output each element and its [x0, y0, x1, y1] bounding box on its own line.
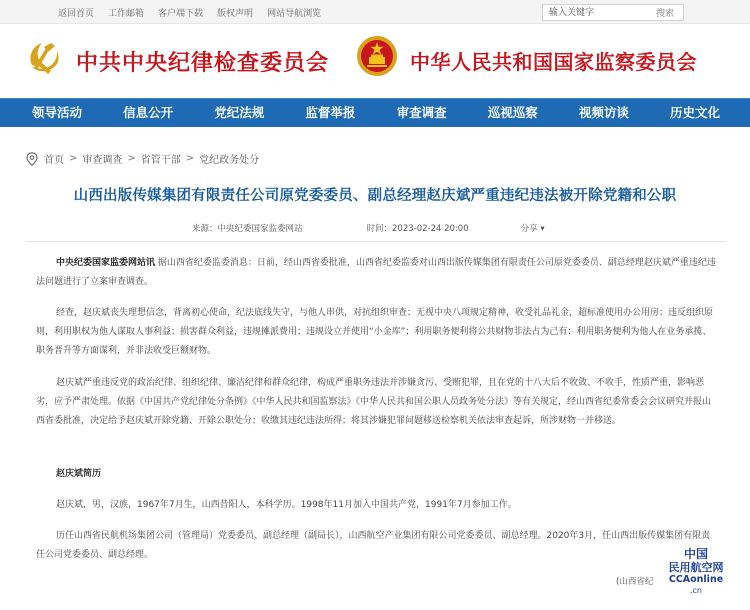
breadcrumb: [26, 151, 259, 166]
search-box: [542, 4, 684, 21]
article-source: 来源：中央纪委国家监委网站: [192, 224, 303, 234]
footer-source-note: (山西省纪: [616, 577, 654, 587]
nav-item-history[interactable]: 历史文化: [669, 105, 720, 120]
nav-item-inspection[interactable]: 巡视巡察: [487, 105, 538, 120]
article-title: 山西出版传媒集团有限责任公司原党委委员、副总经理赵庆斌严重违纪违法被开除党籍和公职: [73, 188, 677, 204]
article-paragraph-resume-2: 历任山西省民航机场集团公司（管理局）党委委员、副总经理（副局长），山西航空产业集团有限公司党委委员、副总经理。2020年3月，任山西出版传媒集团有限责任公司党委委员、副总经理。: [36, 531, 711, 560]
article-meta: [192, 222, 545, 234]
breadcrumb-separator: >: [127, 153, 136, 164]
share-dropdown[interactable]: 分享 ▾: [520, 224, 545, 234]
top-link-client-download[interactable]: 客户端下载: [158, 9, 204, 19]
breadcrumb-investigation[interactable]: 审查调查: [82, 155, 123, 166]
watermark-line-1: 中国: [683, 547, 708, 561]
article-paragraph-2: 经查，赵庆斌丧失理想信念，背离初心使命，纪法底线失守，与他人串供，对抗组织审查；无视中央八项规定精神，收受礼品礼金，超标准使用办公用房；违反组织原则，利用职权为他人谋取人事利益；损害群众利益，违规摊派费用；违规设立并使用“小金库”；利用职务便利将公共财物非法占为己有；利用职务便利为他人在业务承揽、职务晋升等方面谋利，并非法收受巨额财物。: [36, 308, 714, 356]
watermark-logo: [651, 548, 741, 596]
nsc-title[interactable]: 中华人民共和国国家监察委员会: [410, 50, 697, 74]
breadcrumb-home[interactable]: 首页: [44, 155, 64, 166]
cpc-ccdi-title[interactable]: 中共中央纪律检查委员会: [76, 50, 330, 76]
watermark-line-2: 民用航空网: [668, 561, 724, 574]
title-divider: [26, 241, 726, 242]
search-input[interactable]: [543, 5, 647, 20]
top-link-home[interactable]: 返回首页: [58, 9, 95, 19]
nav-item-video[interactable]: 视频访谈: [578, 105, 629, 120]
location-pin-icon: [26, 152, 38, 166]
resume-heading: 赵庆斌简历: [56, 469, 102, 479]
watermark-line-4: .cn: [689, 586, 702, 595]
nav-item-regulations[interactable]: 党纪法规: [214, 105, 265, 120]
party-emblem-icon[interactable]: [24, 37, 64, 77]
main-nav: [0, 98, 750, 127]
nav-item-investigation[interactable]: 审查调查: [396, 105, 447, 120]
top-link-copyright[interactable]: 版权声明: [217, 9, 254, 19]
paragraph-1-text: 据山西省纪委监委消息：日前，经山西省委批准，山西省纪委监委对山西出版传媒集团有限责任公司原党委委员、副总经理赵庆斌严重违纪违法问题进行了立案审查调查。: [36, 258, 716, 287]
article-paragraph-resume-1: 赵庆斌，男，汉族，1967年7月生，山西昔阳人，本科学历。1998年11月加入中国共产党，1991年7月参加工作。: [56, 500, 517, 510]
breadcrumb-separator: >: [185, 153, 195, 164]
top-utility-bar: [0, 0, 750, 24]
article-paragraph-1: [36, 254, 716, 292]
breadcrumb-discipline[interactable]: 党纪政务处分: [199, 155, 260, 166]
nav-item-info-disclosure[interactable]: 信息公开: [123, 105, 174, 120]
top-link-site-map[interactable]: 网站导航浏览: [267, 9, 322, 19]
lead-source: 中央纪委国家监委网站讯: [56, 258, 156, 268]
search-button[interactable]: 搜索: [655, 9, 674, 19]
nav-item-report[interactable]: 监督举报: [305, 105, 356, 120]
breadcrumb-separator: >: [69, 153, 78, 164]
top-link-mail[interactable]: 工作邮箱: [108, 9, 145, 19]
article-time: 时间：2023-02-24 20:00: [366, 224, 469, 234]
top-links: [58, 6, 321, 19]
nav-item-leadership[interactable]: 领导活动: [32, 105, 83, 120]
site-header: [0, 24, 750, 98]
watermark-line-3: CCAonline: [668, 574, 724, 585]
breadcrumb-provincial-cadres[interactable]: 省管干部: [140, 155, 181, 166]
national-emblem-icon[interactable]: [356, 35, 398, 77]
article-paragraph-3: 赵庆斌严重违反党的政治纪律、组织纪律、廉洁纪律和群众纪律，构成严重职务违法并涉嫌贪污、受贿犯罪，且在党的十八大后不收敛、不收手，性质严重，影响恶劣，应予严肃处理。依据《中国共产党纪律处分条例》《中华人民共和国监察法》《中华人民共和国公职人员政务处分法》等有关规定，经山西省纪委常委会会议研究并报山西省委批准，决定给予赵庆斌开除党籍、开除公职处分；收缴其违纪违法所得；将其涉嫌犯罪问题移送检察机关依法审查起诉，所涉财物一并移送。: [36, 378, 712, 426]
